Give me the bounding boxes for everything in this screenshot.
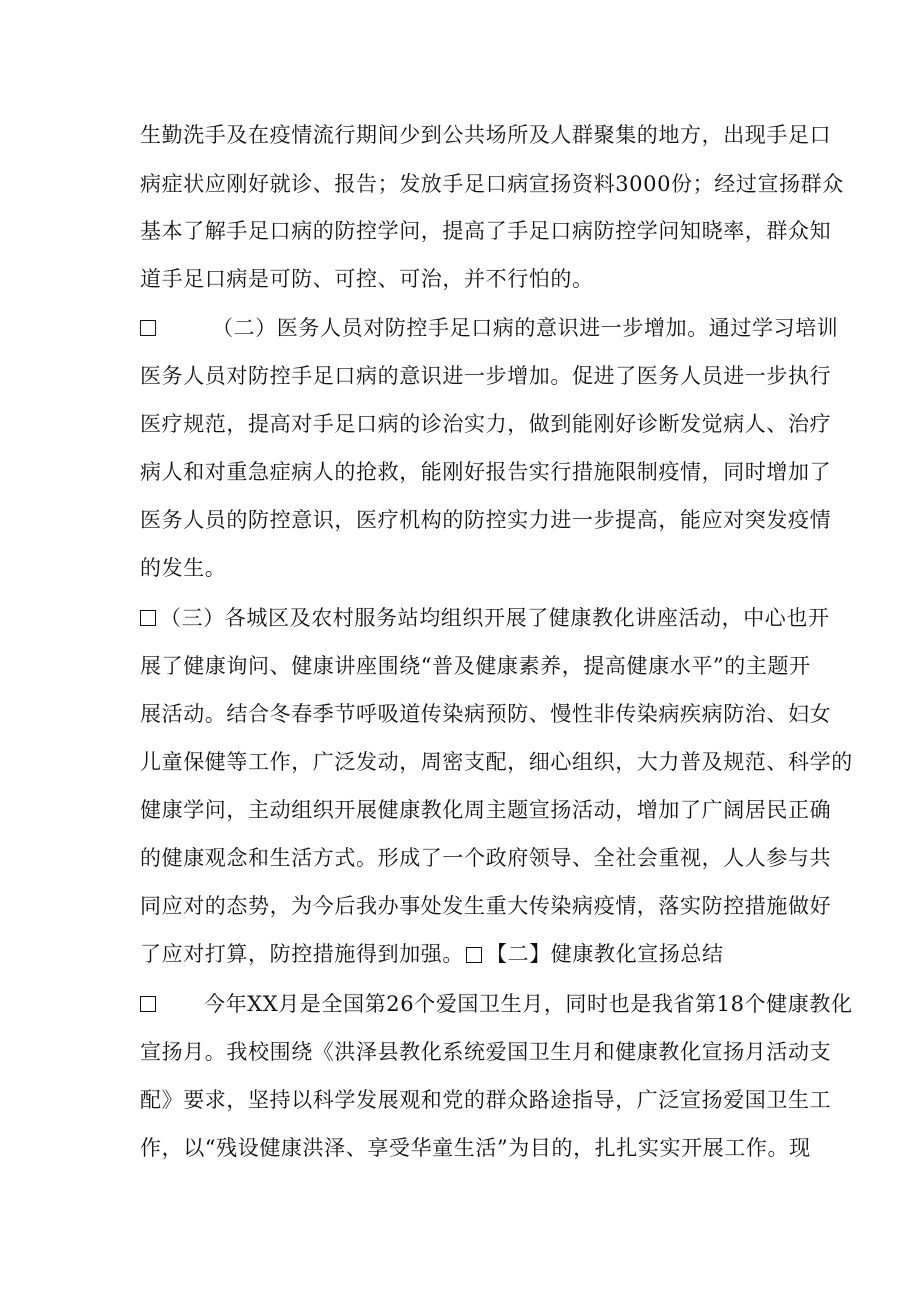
text-segment: 了应对打算，防控措施得到加强。: [140, 942, 464, 966]
text-line: 同应对的态势，为今后我办事处发生重大传染病疫情，落实防控措施做好: [140, 894, 832, 918]
checkbox-placeholder-icon: [140, 610, 156, 626]
checkbox-placeholder-icon: [140, 320, 156, 336]
text-line: 病症状应刚好就诊、报告；发放手足口病宣扬资料3000份；经过宣扬群众: [140, 172, 844, 196]
text-line: 的发生。: [140, 556, 227, 580]
text-line: 医务人员对防控手足口病的意识进一步增加。促进了医务人员进一步执行: [140, 364, 832, 388]
text-line-with-heading: [140, 937, 780, 971]
text-line: 配》要求，坚持以科学发展观和党的群众路途指导，广泛宣扬爱国卫生工: [140, 1088, 832, 1112]
text-line: 基本了解手足口病的防控学问，提高了手足口病防控学问知晓率，群众知: [140, 219, 832, 243]
text-line: 作，以“残设健康洪泽、享受华童生活”为目的，扎扎实实开展工作。现: [140, 1136, 811, 1160]
text-line: 病人和对重急症病人的抢救，能刚好报告实行措施限制疫情，同时增加了: [140, 460, 832, 484]
text-line: 宣扬月。我校围绕《洪泽县教化系统爱国卫生月和健康教化宣扬月活动支: [140, 1040, 832, 1064]
text-line: （二）医务人员对防控手足口病的意识进一步增加。通过学习培训: [212, 316, 839, 340]
text-line: 医疗规范，提高对手足口病的诊治实力，做到能刚好诊断发觉病人、治疗: [140, 412, 832, 436]
text-line: 展活动。结合冬春季节呼吸道传染病预防、慢性非传染病疾病防治、妇女: [140, 702, 832, 726]
text-line: （三）各城区及农村服务站均组织开展了健康教化讲座活动，中心也开: [160, 606, 830, 630]
text-line: 生勤洗手及在疫情流行期间少到公共场所及人群聚集的地方，出现手足口: [140, 123, 832, 147]
checkbox-placeholder-icon: [140, 996, 156, 1012]
text-line: 展了健康询问、健康讲座围绕“普及健康素养，提高健康水平”的主题开: [140, 654, 811, 678]
text-line: 儿童保健等工作，广泛发动，周密支配，细心组织，大力普及规范、科学的: [140, 750, 853, 774]
text-line: 的健康观念和生活方式。形成了一个政府领导、全社会重视，人人参与共: [140, 846, 832, 870]
checkbox-placeholder-icon: [466, 947, 482, 963]
text-line: 今年XX月是全国第26个爱国卫生月，同时也是我省第18个健康教化: [204, 992, 853, 1016]
text-line: 道手足口病是可防、可控、可治，并不行怕的。: [140, 267, 594, 291]
section-heading: 【二】健康教化宣扬总结: [486, 942, 724, 966]
text-line: 医务人员的防控意识，医疗机构的防控实力进一步提高，能应对突发疫情: [140, 508, 832, 532]
text-line: 健康学问，主动组织开展健康教化周主题宣扬活动，增加了广阔居民正确: [140, 798, 832, 822]
